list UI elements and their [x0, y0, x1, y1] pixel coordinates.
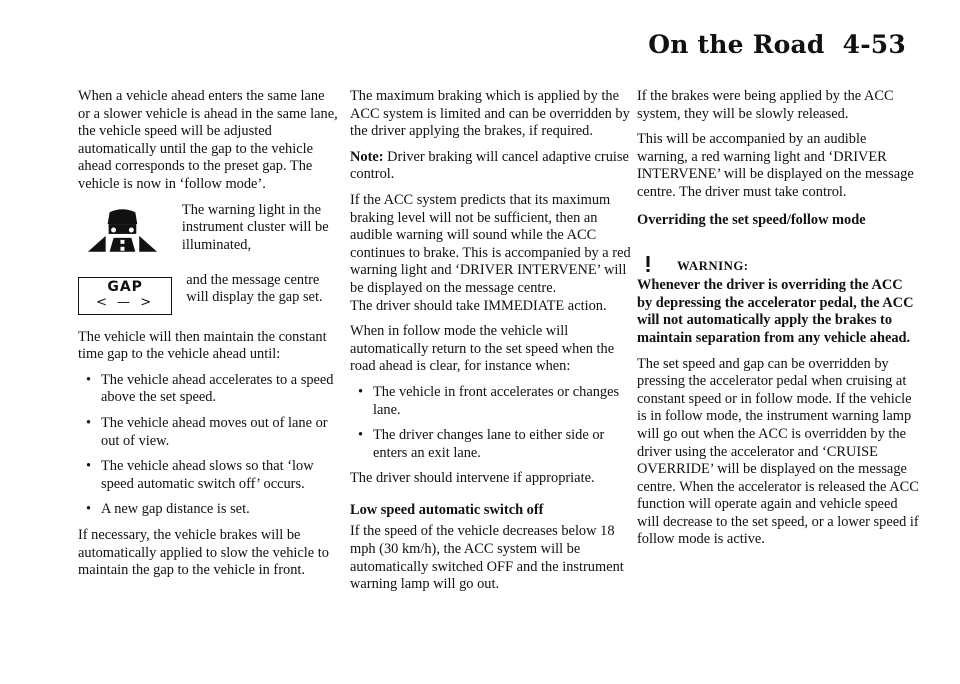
- paragraph: The vehicle will then maintain the constant time gap to the vehicle ahead until:: [78, 328, 327, 363]
- warning-light-row: [78, 202, 340, 256]
- acc-warning-light-icon: [78, 202, 167, 256]
- list-item: • A new gap distance is set.: [78, 501, 340, 519]
- paragraph: If the ACC system predicts that its maximum braking level will not be sufficient, then an audible warning will sound while the ACC continues to brake. This is accompanied by a red warning light and ‘DRIVER INTERVENE’ will be displayed on the message centre.: [350, 191, 631, 296]
- gap-label: GAP: [107, 278, 143, 295]
- subheading: Overriding the set speed/follow mode: [637, 211, 866, 228]
- column-2: [350, 88, 634, 602]
- paragraph: The set speed and gap can be overridden by pressing the accelerator pedal when cruising at constant speed or in follow mode. If the vehicle is in follow mode, the instrument warning lamp will go out when the ACC is overridden by the driver using the accelerator and ‘CRUISE OVERRIDE’ will be displayed on the message centre. When the accelerator is released the ACC function will operate again and vehicle speed will decrease to the set speed, or a lower speed if follow mode is active.: [637, 355, 919, 548]
- note: [350, 149, 634, 184]
- warning-text: Whenever the driver is overriding the ACC by depressing the accelerator pedal, the ACC will not automatically apply the brakes to maintain separation from any vehicle ahead.: [637, 277, 914, 346]
- warning-triangle-icon: [637, 253, 659, 275]
- list-item: • The vehicle ahead slows so that ‘low speed automatic switch off’ occurs.: [78, 458, 340, 493]
- warning-label: WARNING:: [677, 258, 749, 273]
- section-title: On the Road: [648, 30, 825, 59]
- list-item: • The vehicle ahead moves out of lane or out of view.: [78, 415, 340, 450]
- note-text: Driver braking will cancel adaptive cruise control.: [350, 148, 629, 183]
- gap-display-row: [78, 272, 340, 315]
- page-number: 4-53: [842, 30, 906, 59]
- list-item: • The driver changes lane to either side or enters an exit lane.: [350, 427, 634, 462]
- column-3: [637, 88, 919, 557]
- paragraph: If necessary, the vehicle brakes will be automatically applied to slow the vehicle to maintain the gap to the vehicle in front.: [78, 526, 329, 579]
- paragraph: The maximum braking which is applied by the ACC system is limited and can be overridden by the driver applying the brakes, if required.: [350, 88, 630, 140]
- warning-heading: [637, 253, 919, 275]
- note-label: Note:: [350, 148, 384, 165]
- warning-light-text: The warning light in the instrument cluster will be illuminated,: [181, 201, 329, 253]
- paragraph: When in follow mode the vehicle will automatically return to the set speed when the road ahead is clear, for instance when:: [350, 323, 615, 375]
- condition-list: [78, 372, 340, 519]
- list-item: • The vehicle in front accelerates or changes lane.: [350, 384, 634, 419]
- gap-arrows: < — >: [96, 295, 155, 311]
- paragraph: The driver should take IMMEDIATE action.: [350, 297, 607, 314]
- condition-list: [350, 384, 634, 462]
- subheading: Low speed automatic switch off: [350, 501, 544, 518]
- paragraph: When a vehicle ahead enters the same lane or a slower vehicle is ahead in the same lane, the vehicle speed will be adjusted automatically until the gap to the vehicle ahead corresponds to the preset gap. The vehicle is now in ‘follow mode’.: [78, 88, 338, 192]
- list-item: • The vehicle ahead accelerates to a speed above the set speed.: [78, 372, 340, 407]
- page-header: [648, 30, 906, 59]
- paragraph: If the brakes were being applied by the ACC system, they will be slowly released.: [637, 88, 894, 122]
- gap-display-text: and the message centre will display the gap set.: [186, 271, 323, 306]
- gap-display-icon: [78, 277, 172, 315]
- column-1: [78, 88, 340, 588]
- paragraph: The driver should intervene if appropriate.: [350, 470, 595, 487]
- paragraph: This will be accompanied by an audible warning, a red warning light and ‘DRIVER INTERVENE’ will be displayed on the message centre. The driver must take control.: [637, 131, 914, 200]
- paragraph: If the speed of the vehicle decreases below 18 mph (30 km/h), the ACC system will be automatically switched OFF and the instrument warning lamp will go out.: [350, 523, 624, 593]
